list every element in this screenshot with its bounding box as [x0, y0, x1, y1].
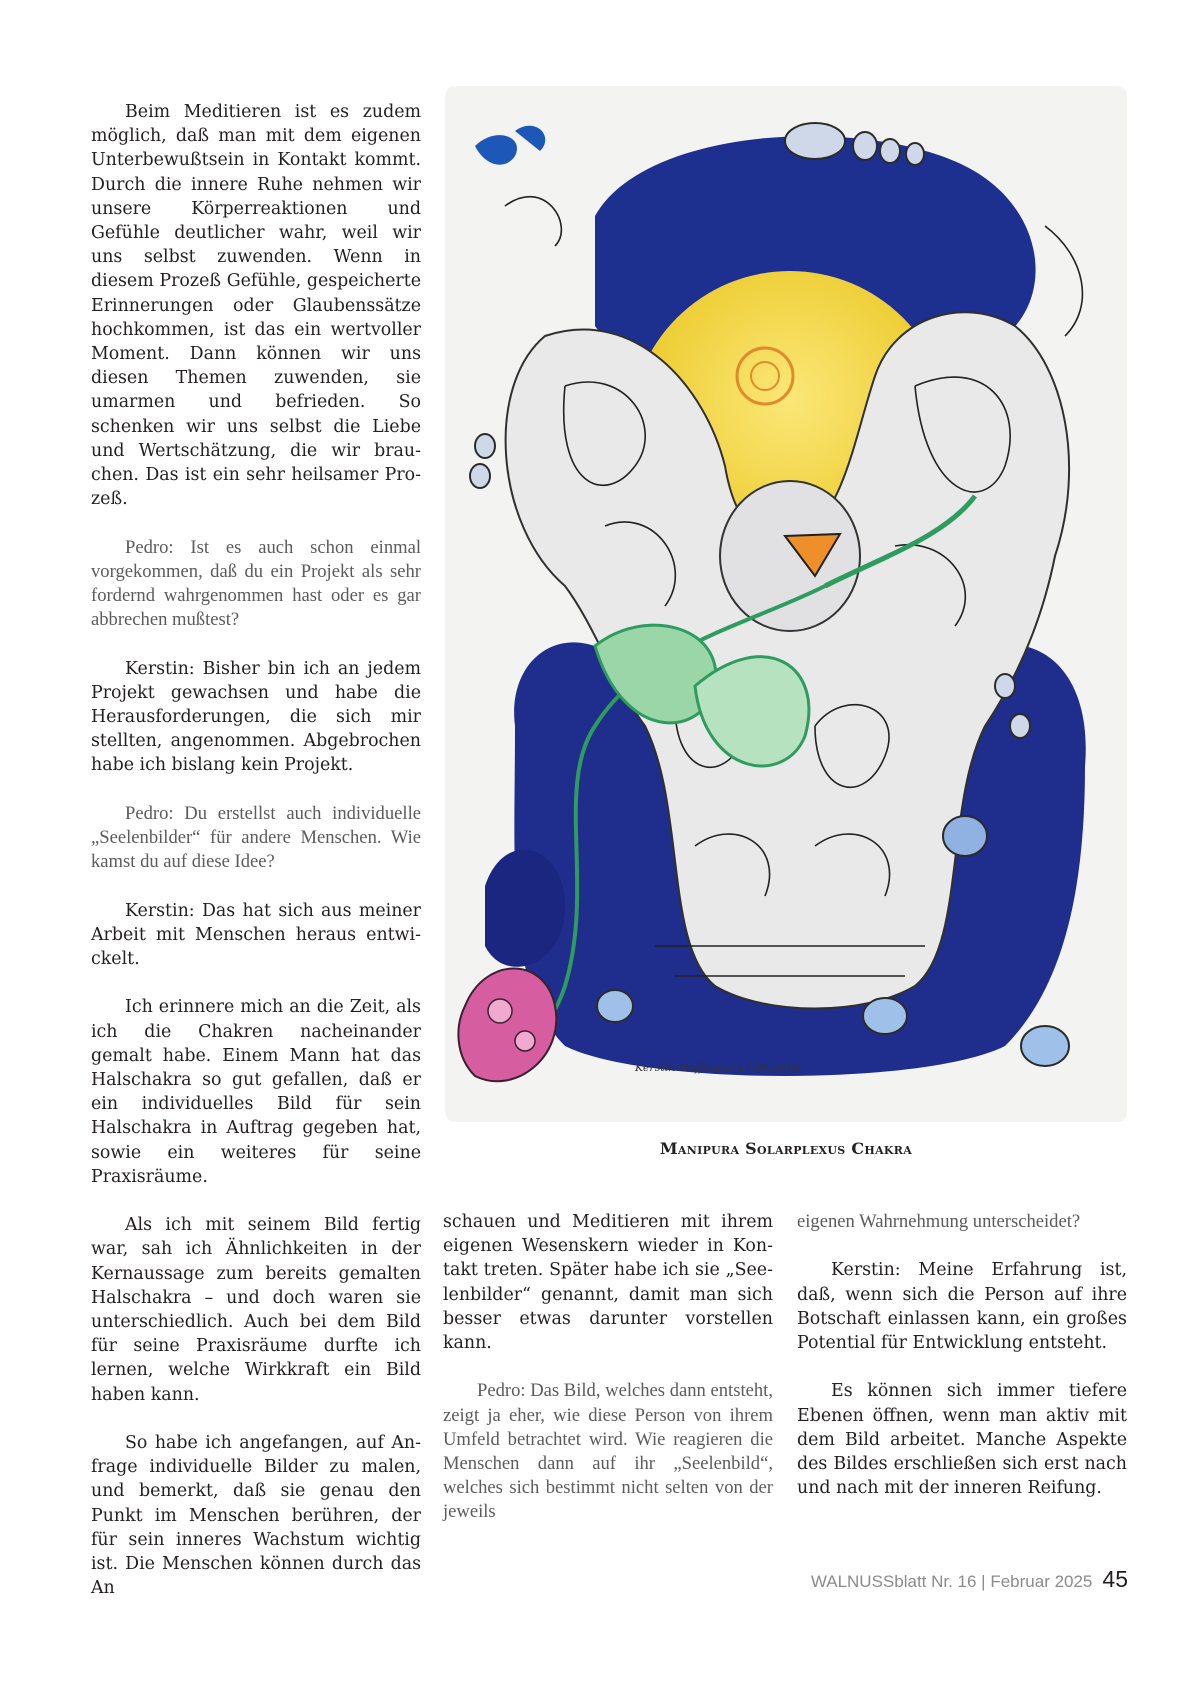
paragraph: Kerstin: Bisher bin ich an jedem Projekt gewachsen und habe die Herausforderungen, die sich mir stellten, angenommen. Abgebrochen habe ich bislang kein Projekt. — [91, 658, 421, 776]
paragraph: Pedro: Ist es auch schon einmal vorgekommen, daß du ein Projekt als sehr fordernd wahrgenommen hast oder es gar abbrechen mußtest? — [91, 536, 421, 631]
page-number: 45 — [1102, 1566, 1128, 1592]
paragraph: Es können sich immer tiefere Ebenen öffnen, wenn man aktiv mit dem Bild arbeitet. Manche Aspekte des Bildes erschließen sich erst nach und nach mit der inneren Reifung. — [797, 1381, 1127, 1499]
publication-info: WALNUSSblatt Nr. 16 | Februar 2025 — [810, 1572, 1093, 1591]
paragraph: Pedro: Du erstellst auch individuelle „Seelenbilder“ für andere Menschen. Wie kamst du auf diese Idee? — [91, 802, 421, 873]
figure-caption — [445, 1139, 1127, 1158]
paragraph: Kerstin: Meine Erfahrung ist, daß, wenn sich die Person auf ihre Botschaft einlassen kann, ein großes Potential für Entwicklung entsteht. — [797, 1260, 1127, 1353]
text-column-middle — [443, 1210, 773, 1549]
paragraph: Ich erinnere mich an die Zeit, als ich die Chakren nacheinander gemalt habe. Einem Mann hat das Halschakra so gut gefallen, daß er ein individuelles Bild für sein Halschakra in Auftrag gegeben hat, sowie ein weiteres für seine Praxisräume. — [91, 997, 421, 1187]
paragraph: Kerstin: Das hat sich aus meiner Arbeit mit Menschen heraus entwickelt. — [91, 900, 421, 970]
text-column-left — [91, 100, 421, 1625]
paragraph: schauen und Meditieren mit ihrem eigenen Wesenskern wieder in Kontakt treten. Später habe ich sie „Seelenbilder“ genannt, damit man sich besser etwas darunter vorstellen kann. — [443, 1212, 773, 1354]
artwork-image — [445, 86, 1127, 1122]
artist-signature: Kerstin Hoffmann 17.06.2018 — [635, 1061, 801, 1074]
paragraph: Als ich mit seinem Bild fertig war, sah ich Ähnlichkeiten in der Kernaussage zum bereits gemalten Halschakra – und doch waren sie unterschiedlich. Auch bei dem Bild für seine Praxisräume durfte ich lernen, welche Wirkkraft ein Bild haben kann. — [91, 1215, 421, 1405]
paragraph: Beim Meditieren ist es zudem möglich, daß man mit dem eigenen Unterbewußtsein in Kontakt kommt. Durch die innere Ruhe nehmen wir unsere Körperreaktionen und Gefühle deutlicher wahr, weil wir uns selbst zuwenden. Wenn in diesem Prozeß Gefühle, gespeicherte Erinnerungen oder Glaubenssätze hochkommen, ist das ein wertvoller Moment. Dann können wir uns diesen Themen zuwenden, sie umarmen und befrieden. So schenken wir uns selbst die Liebe und Wertschätzung, die wir brauchen. Das ist ein sehr heilsamer Prozeß. — [91, 102, 421, 510]
paragraph: So habe ich angefangen, auf Anfrage individuelle Bilder zu malen, und bemerkt, daß sie genau den Punkt im Menschen berühren, der für sein inneres Wachstum wichtig ist. Die Menschen können durch das An — [91, 1433, 421, 1599]
caption-text: Manipura Solarplexus Chakra — [659, 1139, 913, 1158]
paragraph: Pedro: Das Bild, welches dann entsteht, zeigt ja eher, wie diese Person von ihrem Umfeld betrachtet wird. Wie reagieren die Menschen dann auf ihr „Seelenbild“, welches sich bestimmt nicht selten von der jeweils — [443, 1380, 773, 1523]
chakra-painting — [445, 86, 1127, 1122]
page-footer — [700, 1566, 1128, 1593]
paragraph: eigenen Wahrnehmung unterscheidet? — [797, 1211, 1081, 1232]
text-column-right — [797, 1210, 1127, 1525]
